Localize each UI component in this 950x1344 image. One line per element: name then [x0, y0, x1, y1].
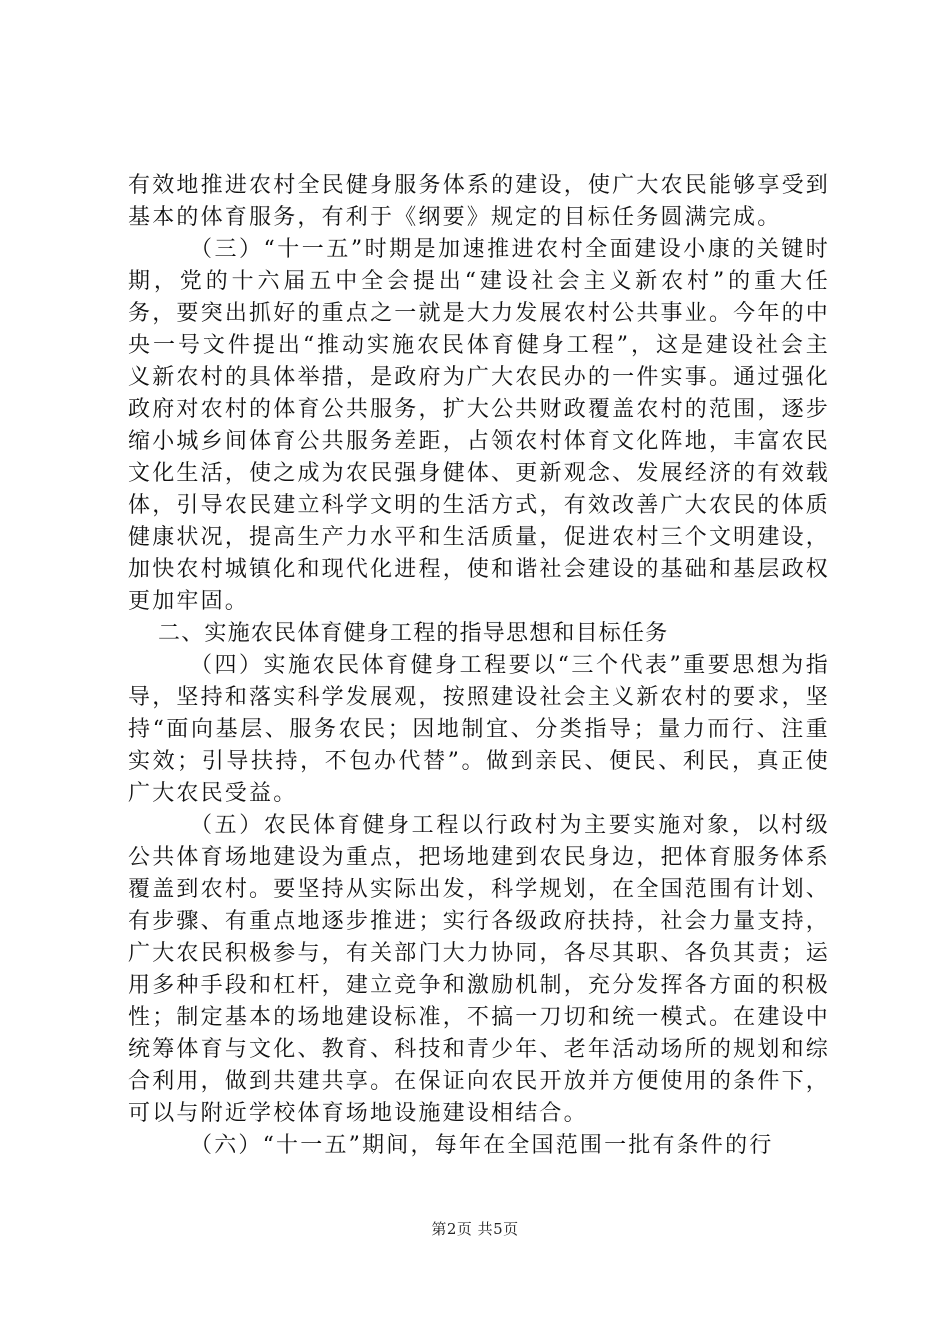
paragraph-five: （五）农民体育健身工程以行政村为主要实施对象，以村级公共体育场地建设为重点，把场地建到农民身边，把体育服务体系覆盖到农村。要坚持从实际出发，科学规划，在全国范围有计划、有步骤、有重点地逐步推进；实行各级政府扶持，社会力量支持，广大农民积极参与，有关部门大力协同，各尽其职、各负其责；运用多种手段和杠杆，建立竞争和激励机制，充分发挥各方面的积极性；制定基本的场地建设标准，不搞一刀切和统一模式。在建设中统筹体育与文化、教育、科技和青少年、老年活动场所的规划和综合利用，做到共建共享。在保证向农民开放并方便使用的条件下，可以与附近学校体育场地设施建设相结合。 [128, 813, 830, 1126]
document-body [128, 170, 830, 1162]
section-heading: 二、实施农民体育健身工程的指导思想和目标任务 [158, 621, 669, 646]
paragraph-continuation: 有效地推进农村全民健身服务体系的建设，使广大农民能够享受到基本的体育服务，有利于《纲要》规定的目标任务圆满完成。 [128, 173, 830, 230]
paragraph-three: （三）“十一五”时期是加速推进农村全面建设小康的关键时期，党的十六届五中全会提出“建设社会主义新农村”的重大任务，要突出抓好的重点之一就是大力发展农村公共事业。今年的中央一号文件提出“推动实施农民体育健身工程”，这是建设社会主义新农村的具体举措，是政府为广大农民办的一件实事。通过强化政府对农村的体育公共服务，扩大公共财政覆盖农村的范围，逐步缩小城乡间体育公共服务差距，占领农村体育文化阵地，丰富农民文化生活，使之成为农民强身健体、更新观念、发展经济的有效载体，引导农民建立科学文明的生活方式，有效改善广大农民的体质健康状况，提高生产力水平和生活质量，促进农村三个文明建设，加快农村城镇化和现代化进程，使和谐社会建设的基础和基层政权更加牢固。 [128, 237, 830, 614]
page-number-footer: 第2页 共5页 [431, 1220, 519, 1238]
paragraph-six: （六）“十一五”期间，每年在全国范围一批有条件的行 [190, 1133, 774, 1158]
paragraph-four: （四）实施农民体育健身工程要以“三个代表”重要思想为指导，坚持和落实科学发展观，按照建设社会主义新农村的要求，坚持“面向基层、服务农民；因地制宜、分类指导；量力而行、注重实效；引导扶持，不包办代替”。做到亲民、便民、利民，真正使广大农民受益。 [128, 653, 830, 806]
